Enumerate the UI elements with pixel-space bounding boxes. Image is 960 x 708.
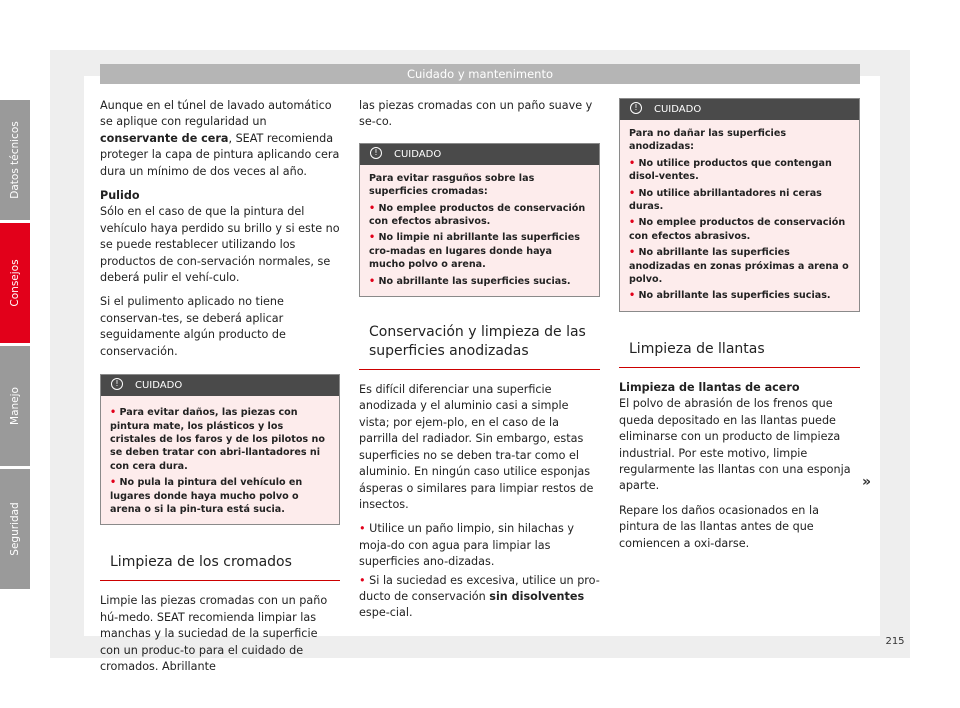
anodizadas-bullet-1: • Utilice un paño limpio, sin hilachas y moja-do con agua para limpiar las superficies ano-dizadas. bbox=[359, 522, 574, 569]
cromados-continued: las piezas cromadas con un paño suave y se-co. bbox=[359, 99, 593, 129]
section-title-llantas: Limpieza de llantas bbox=[619, 340, 860, 368]
anodizadas-paragraph: Es difícil diferenciar una superficie anodizada y el aluminio casi a simple vista; por ejem-plo, en el caso de la parrilla del radiador. Sin embargo, estas superficies no se deben tra-tar como el aluminio. En ningún caso utilice esponjas ásperas o similares para limpiar restos de insectos. bbox=[359, 383, 594, 511]
page-number: 215 bbox=[885, 636, 905, 647]
caution-intro: Para evitar rasguños sobre las superficies cromadas: bbox=[369, 172, 535, 198]
pulido-paragraph-1: Sólo en el caso de que la pintura del vehículo haya perdido su brillo y si este no se puede restablecer utilizando los productos de con-servación normales, se deberá pulir el vehí-culo. bbox=[100, 205, 340, 285]
llantas-paragraph-2: Repare los daños ocasionados en la pintura de las llantas antes de que comiencen a oxi-darse. bbox=[619, 503, 819, 550]
tab-datos-tecnicos[interactable]: Datos técnicos bbox=[0, 100, 30, 220]
pulido-paragraph-2: Si el pulimento aplicado no tiene conservan-tes, se deberá aplicar seguidamente algún producto de conservación. bbox=[100, 295, 286, 358]
caution-box bbox=[359, 143, 600, 297]
pulido-heading: Pulido bbox=[100, 189, 140, 203]
caution-intro: Para no dañar las superficies anodizadas: bbox=[629, 128, 787, 153]
continue-arrow: » bbox=[862, 474, 872, 490]
caution-box bbox=[619, 98, 860, 312]
column-middle bbox=[359, 98, 600, 630]
anodizadas-bullet-2: • Si la suciedad es excesiva, utilice un pro-ducto de conservación sin disolventes espe-cial. bbox=[359, 573, 600, 620]
cromados-paragraph: Limpie las piezas cromadas con un paño hú-medo. SEAT recomienda limpiar las manchas y la suciedad de la superficie con un produc-to para el cuidado de cromados. Abrillante bbox=[100, 594, 328, 673]
chapter-header: Cuidado y mantenimento bbox=[100, 64, 860, 84]
column-left bbox=[100, 98, 340, 683]
caution-header: ! CUIDADO bbox=[620, 99, 859, 120]
tab-seguridad[interactable]: Seguridad bbox=[0, 469, 30, 589]
caution-header: ! CUIDADO bbox=[101, 375, 339, 396]
caution-item: • No utilice abrillantadores ni ceras duras. bbox=[629, 187, 822, 213]
caution-item: • No abrillante las superficies sucias. bbox=[629, 290, 831, 302]
caution-header: ! CUIDADO bbox=[360, 144, 599, 165]
caution-item: • No abrillante las superficies sucias. bbox=[369, 275, 571, 287]
caution-item: • No pula la pintura del vehículo en lugares donde haya mucho polvo o arena o si la pin-tura está sucia. bbox=[110, 477, 303, 515]
caution-box bbox=[100, 374, 340, 525]
section-title-anodizadas: Conservación y limpieza de las superficies anodizadas bbox=[359, 323, 600, 370]
llantas-paragraph-1: El polvo de abrasión de los frenos que queda depositado en las llantas puede eliminarse con un producto de limpieza industrial. Por este motivo, limpie regularmente las llantas con una esponja aparte. bbox=[619, 397, 851, 493]
info-icon: ! bbox=[111, 378, 123, 390]
column-right bbox=[619, 98, 860, 560]
section-title-cromados: Limpieza de los cromados bbox=[100, 553, 340, 581]
llantas-subheading: Limpieza de llantas de acero bbox=[619, 380, 800, 394]
info-icon: ! bbox=[370, 147, 382, 159]
caution-item: • No emplee productos de conservación con efectos abrasivos. bbox=[629, 217, 846, 242]
caution-item: • No limpie ni abrillante las superficies cro-madas en lugares donde haya mucho polvo o arena. bbox=[369, 232, 580, 271]
caution-item: • No emplee productos de conservación con efectos abrasivos. bbox=[369, 202, 586, 228]
caution-item: • No abrillante las superficies anodizadas en zonas próximas a arena o polvo. bbox=[629, 247, 849, 286]
intro-paragraph: Aunque en el túnel de lavado automático se aplique con regularidad un conservante de cera, SEAT recomienda proteger la capa de pintura aplicando cera dura un mínimo de dos veces al año. bbox=[100, 99, 340, 178]
caution-item: • No utilice productos que contengan disol-ventes. bbox=[629, 157, 832, 183]
tab-manejo[interactable]: Manejo bbox=[0, 346, 30, 466]
tab-consejos[interactable]: Consejos bbox=[0, 223, 30, 343]
info-icon: ! bbox=[630, 102, 642, 114]
caution-item: • Para evitar daños, las piezas con pintura mate, los plásticos y los cristales de los faros y de los pilotos no se deben tratar con abri-llantadores ni con cera dura. bbox=[110, 407, 325, 472]
